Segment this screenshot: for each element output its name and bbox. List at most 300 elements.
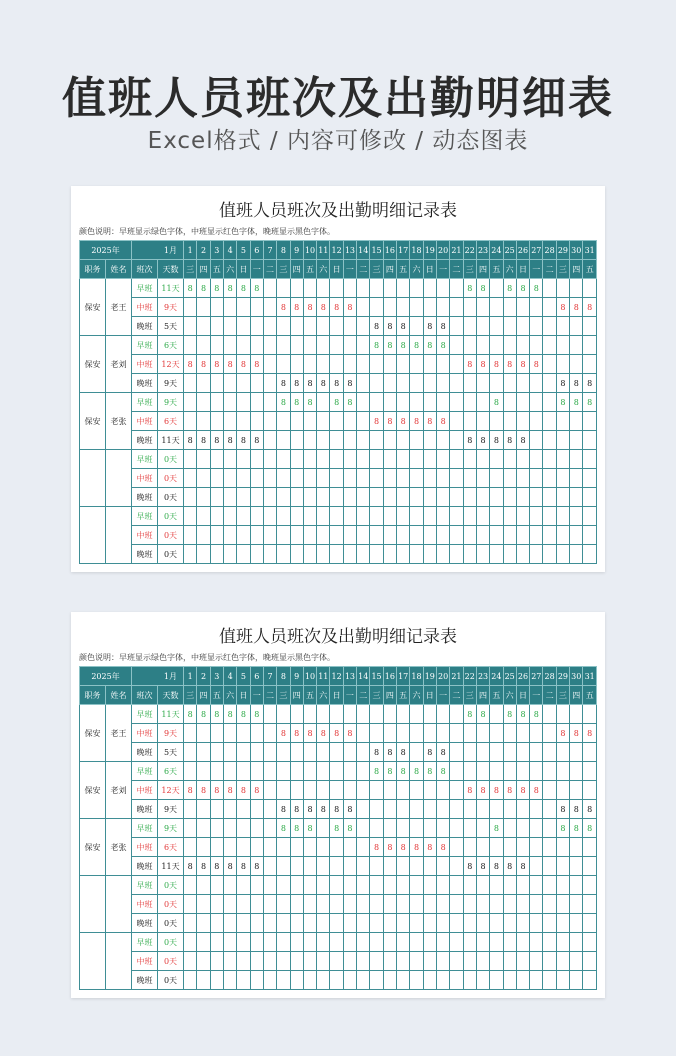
day-cell [263, 545, 276, 564]
day-cell [223, 374, 236, 393]
day-number: 5 [237, 241, 250, 260]
day-cell: 8 [210, 279, 223, 298]
day-cell [370, 800, 383, 819]
day-cell [357, 705, 370, 724]
day-cell [210, 545, 223, 564]
day-cell [250, 895, 263, 914]
day-cell [223, 952, 236, 971]
days-count-cell: 0天 [158, 914, 184, 933]
shift-cell: 中班 [132, 781, 158, 800]
day-cell: 8 [516, 781, 529, 800]
day-cell [503, 298, 516, 317]
day-cell: 8 [423, 762, 436, 781]
day-cell: 8 [223, 355, 236, 374]
weekday: 六 [223, 260, 236, 279]
header-shift: 班次 [132, 686, 158, 705]
day-number: 27 [530, 241, 543, 260]
day-cell [397, 450, 410, 469]
day-cell [516, 933, 529, 952]
table-row [80, 971, 597, 990]
day-cell [410, 743, 423, 762]
day-cell [423, 914, 436, 933]
day-cell [330, 876, 343, 895]
day-cell [463, 412, 476, 431]
day-cell [450, 279, 463, 298]
day-number: 4 [223, 241, 236, 260]
day-cell [184, 762, 197, 781]
shift-cell: 中班 [132, 724, 158, 743]
day-cell: 8 [476, 355, 489, 374]
day-cell [543, 762, 556, 781]
table-row [80, 895, 597, 914]
day-cell [343, 507, 356, 526]
day-cell [583, 279, 597, 298]
day-cell [357, 724, 370, 743]
day-cell: 8 [503, 705, 516, 724]
day-cell [263, 336, 276, 355]
sheet-title: 值班人员班次及出勤明细记录表 [219, 201, 457, 221]
day-cell [543, 298, 556, 317]
day-cell [303, 762, 316, 781]
day-number: 26 [516, 667, 529, 686]
day-cell: 8 [223, 431, 236, 450]
day-cell [570, 412, 583, 431]
weekday: 三 [184, 686, 197, 705]
day-cell [237, 952, 250, 971]
day-cell [184, 971, 197, 990]
day-cell [330, 355, 343, 374]
day-cell [317, 450, 330, 469]
table-row [80, 800, 597, 819]
day-cell [476, 469, 489, 488]
day-cell [184, 914, 197, 933]
day-cell [397, 545, 410, 564]
day-cell [583, 914, 597, 933]
day-cell [476, 914, 489, 933]
day-cell [370, 469, 383, 488]
day-cell: 8 [303, 819, 316, 838]
day-cell: 8 [250, 705, 263, 724]
day-cell: 8 [556, 819, 569, 838]
table-row [80, 876, 597, 895]
day-cell [223, 819, 236, 838]
day-cell [543, 876, 556, 895]
day-cell [583, 762, 597, 781]
day-cell [397, 705, 410, 724]
day-cell [570, 355, 583, 374]
day-cell: 8 [237, 355, 250, 374]
days-count-cell: 0天 [158, 545, 184, 564]
day-cell [263, 488, 276, 507]
day-cell: 8 [423, 838, 436, 857]
day-cell [397, 393, 410, 412]
day-cell [450, 724, 463, 743]
day-cell [250, 507, 263, 526]
day-cell [303, 705, 316, 724]
day-cell [370, 355, 383, 374]
day-cell [516, 800, 529, 819]
weekday: 四 [476, 260, 489, 279]
days-count-cell: 5天 [158, 743, 184, 762]
day-cell [570, 857, 583, 876]
day-cell [303, 431, 316, 450]
day-cell [450, 933, 463, 952]
day-cell: 8 [516, 431, 529, 450]
day-cell [423, 895, 436, 914]
weekday: 三 [556, 686, 569, 705]
day-cell [210, 933, 223, 952]
day-cell [237, 545, 250, 564]
day-cell [263, 743, 276, 762]
day-cell [530, 336, 543, 355]
day-cell: 8 [197, 705, 210, 724]
day-cell [263, 298, 276, 317]
day-cell [317, 705, 330, 724]
day-cell [490, 952, 503, 971]
role-cell: 保安 [80, 819, 106, 876]
day-cell [303, 279, 316, 298]
day-cell [303, 355, 316, 374]
day-cell [570, 705, 583, 724]
day-cell [463, 724, 476, 743]
day-cell [303, 488, 316, 507]
day-cell [317, 336, 330, 355]
day-cell [263, 450, 276, 469]
weekday: 三 [370, 686, 383, 705]
day-cell [250, 914, 263, 933]
day-cell [423, 450, 436, 469]
day-cell [223, 450, 236, 469]
day-cell [383, 450, 396, 469]
day-cell [223, 393, 236, 412]
day-cell: 8 [330, 393, 343, 412]
day-number: 10 [303, 241, 316, 260]
day-cell: 8 [463, 857, 476, 876]
day-cell [250, 393, 263, 412]
day-cell [184, 450, 197, 469]
day-cell [370, 952, 383, 971]
day-cell: 8 [516, 857, 529, 876]
day-cell: 8 [556, 393, 569, 412]
day-cell [277, 412, 290, 431]
day-number: 9 [290, 241, 303, 260]
day-cell [370, 724, 383, 743]
name-cell [106, 450, 132, 507]
day-cell [223, 914, 236, 933]
day-cell [317, 355, 330, 374]
day-cell [436, 526, 449, 545]
day-cell [490, 876, 503, 895]
day-cell [237, 317, 250, 336]
day-cell [290, 336, 303, 355]
day-cell [277, 838, 290, 857]
day-cell [250, 450, 263, 469]
day-cell [370, 507, 383, 526]
day-cell [370, 933, 383, 952]
day-cell [210, 762, 223, 781]
day-cell [357, 876, 370, 895]
weekday: 五 [490, 260, 503, 279]
day-cell: 8 [237, 279, 250, 298]
day-cell [210, 450, 223, 469]
day-cell [476, 952, 489, 971]
day-cell [184, 933, 197, 952]
weekday: 四 [570, 686, 583, 705]
day-cell [490, 838, 503, 857]
day-cell [197, 526, 210, 545]
day-cell [490, 336, 503, 355]
day-cell [543, 355, 556, 374]
day-cell [290, 914, 303, 933]
day-number: 25 [503, 241, 516, 260]
day-cell [303, 914, 316, 933]
day-cell [516, 819, 529, 838]
day-cell: 8 [570, 298, 583, 317]
day-cell [583, 450, 597, 469]
days-count-cell: 9天 [158, 298, 184, 317]
day-cell [357, 374, 370, 393]
day-cell [343, 857, 356, 876]
day-cell [250, 724, 263, 743]
day-cell [583, 933, 597, 952]
day-cell: 8 [570, 393, 583, 412]
sheet-preview-top [71, 186, 605, 572]
day-cell [436, 857, 449, 876]
day-cell: 8 [210, 355, 223, 374]
day-cell [383, 507, 396, 526]
day-cell [184, 507, 197, 526]
day-cell [463, 317, 476, 336]
day-cell [263, 412, 276, 431]
day-cell [184, 336, 197, 355]
day-cell [330, 857, 343, 876]
day-cell [263, 952, 276, 971]
table-row [80, 705, 597, 724]
day-cell: 8 [410, 838, 423, 857]
day-cell: 8 [290, 724, 303, 743]
day-cell [277, 507, 290, 526]
day-cell: 8 [290, 819, 303, 838]
day-cell [450, 781, 463, 800]
day-number: 10 [303, 667, 316, 686]
day-cell [303, 933, 316, 952]
day-cell [543, 781, 556, 800]
day-cell [516, 374, 529, 393]
day-cell [370, 488, 383, 507]
day-cell [263, 705, 276, 724]
day-cell [543, 374, 556, 393]
day-cell [503, 914, 516, 933]
day-cell [290, 488, 303, 507]
day-cell: 8 [436, 412, 449, 431]
day-cell: 8 [383, 336, 396, 355]
shift-cell: 中班 [132, 355, 158, 374]
day-cell [210, 838, 223, 857]
day-cell [490, 374, 503, 393]
day-cell [277, 876, 290, 895]
header-role: 职务 [80, 686, 106, 705]
day-cell [197, 298, 210, 317]
day-cell [383, 933, 396, 952]
day-cell [530, 743, 543, 762]
day-cell [210, 914, 223, 933]
day-cell [263, 393, 276, 412]
day-number: 29 [556, 667, 569, 686]
day-cell: 8 [330, 298, 343, 317]
day-cell [503, 895, 516, 914]
day-cell: 8 [383, 838, 396, 857]
day-cell [210, 469, 223, 488]
day-cell [490, 971, 503, 990]
day-cell: 8 [317, 724, 330, 743]
day-cell [330, 762, 343, 781]
day-cell [290, 857, 303, 876]
day-number: 14 [357, 667, 370, 686]
day-cell [583, 971, 597, 990]
day-cell [357, 914, 370, 933]
day-cell [277, 545, 290, 564]
day-cell [250, 800, 263, 819]
day-cell [303, 895, 316, 914]
day-cell [343, 705, 356, 724]
color-legend: 颜色说明：早班显示绿色字体，中班显示红色字体，晚班显示黑色字体。 [79, 227, 335, 236]
day-cell [583, 355, 597, 374]
day-cell [277, 317, 290, 336]
day-cell [330, 469, 343, 488]
day-cell [290, 743, 303, 762]
day-cell: 8 [184, 431, 197, 450]
day-cell [317, 412, 330, 431]
day-cell [197, 374, 210, 393]
weekday: 日 [423, 260, 436, 279]
day-cell [516, 895, 529, 914]
day-cell [423, 952, 436, 971]
day-cell [583, 469, 597, 488]
day-cell: 8 [330, 724, 343, 743]
weekday: 五 [397, 686, 410, 705]
weekday: 一 [343, 260, 356, 279]
day-cell [583, 838, 597, 857]
day-cell: 8 [463, 705, 476, 724]
day-cell [303, 412, 316, 431]
days-count-cell: 0天 [158, 450, 184, 469]
day-cell [237, 450, 250, 469]
day-number: 7 [263, 241, 276, 260]
day-cell [237, 838, 250, 857]
day-cell: 8 [397, 762, 410, 781]
day-cell [410, 488, 423, 507]
day-cell [556, 545, 569, 564]
day-cell [516, 545, 529, 564]
day-cell [277, 743, 290, 762]
table-row [80, 762, 597, 781]
weekday: 二 [263, 686, 276, 705]
day-cell: 8 [343, 724, 356, 743]
day-cell: 8 [184, 279, 197, 298]
day-cell [463, 393, 476, 412]
day-cell [357, 545, 370, 564]
day-cell [383, 876, 396, 895]
day-cell [237, 895, 250, 914]
day-number: 26 [516, 241, 529, 260]
day-cell [263, 914, 276, 933]
weekday: 三 [184, 260, 197, 279]
day-cell: 8 [397, 838, 410, 857]
day-cell [317, 876, 330, 895]
table-row [80, 507, 597, 526]
table-row [80, 819, 597, 838]
weekday: 四 [197, 686, 210, 705]
day-cell [476, 488, 489, 507]
day-cell [583, 743, 597, 762]
day-cell [184, 526, 197, 545]
day-cell [343, 469, 356, 488]
day-cell [223, 336, 236, 355]
day-cell [197, 743, 210, 762]
day-cell [263, 838, 276, 857]
day-cell [383, 488, 396, 507]
weekday: 六 [410, 686, 423, 705]
day-cell: 8 [436, 336, 449, 355]
day-cell [530, 724, 543, 743]
table-row [80, 412, 597, 431]
day-cell [436, 705, 449, 724]
day-cell [543, 450, 556, 469]
day-cell [583, 412, 597, 431]
shift-cell: 晚班 [132, 488, 158, 507]
day-cell [410, 469, 423, 488]
day-cell [184, 545, 197, 564]
day-cell [303, 336, 316, 355]
day-cell [317, 971, 330, 990]
day-cell [303, 469, 316, 488]
day-cell [250, 971, 263, 990]
day-cell [490, 933, 503, 952]
day-cell [397, 526, 410, 545]
day-cell [197, 914, 210, 933]
day-cell [237, 800, 250, 819]
day-cell [250, 743, 263, 762]
day-cell [370, 450, 383, 469]
day-cell [303, 838, 316, 857]
day-cell: 8 [303, 724, 316, 743]
table-row [80, 298, 597, 317]
day-cell [184, 374, 197, 393]
day-cell [436, 876, 449, 895]
day-cell: 8 [463, 355, 476, 374]
table-row [80, 374, 597, 393]
weekday: 五 [490, 686, 503, 705]
day-cell [250, 952, 263, 971]
day-number: 16 [383, 241, 396, 260]
day-cell [370, 393, 383, 412]
day-cell: 8 [383, 743, 396, 762]
day-cell [223, 526, 236, 545]
day-number: 6 [250, 241, 263, 260]
day-cell [197, 724, 210, 743]
shift-cell: 中班 [132, 298, 158, 317]
name-cell: 老张 [106, 393, 132, 450]
day-cell [317, 317, 330, 336]
day-cell [223, 895, 236, 914]
days-count-cell: 0天 [158, 971, 184, 990]
day-cell [383, 724, 396, 743]
day-cell: 8 [476, 705, 489, 724]
day-cell: 8 [210, 705, 223, 724]
page-title: 值班人员班次及出勤明细表 [62, 73, 614, 124]
day-cell [357, 952, 370, 971]
day-cell [370, 781, 383, 800]
